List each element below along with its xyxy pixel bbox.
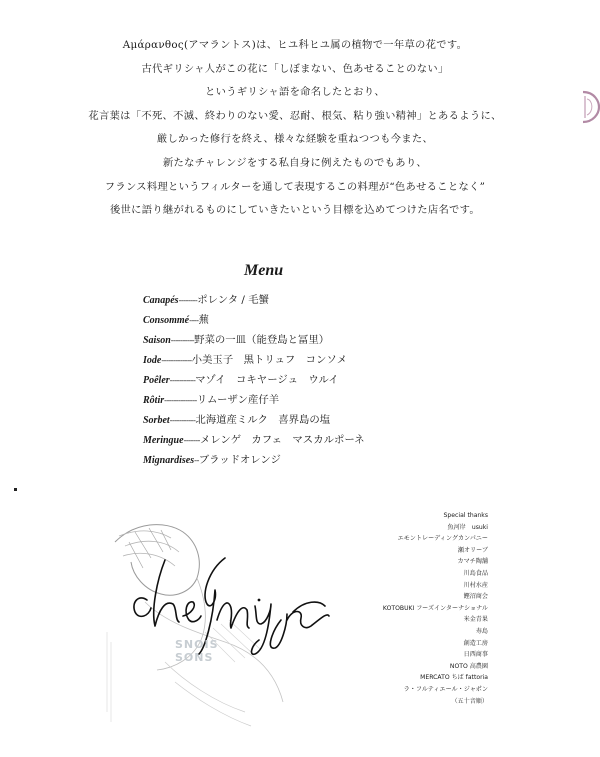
- course-name: Consommé: [143, 315, 190, 326]
- intro-line: 後世に語り継がれるものにしていきたいという目標を込めてつけた店名です。: [109, 204, 481, 217]
- supplier-item: 鰹沼商会: [463, 593, 488, 601]
- intro-line: Αμάρανθος(アマラントス)は、ヒユ科ヒユ属の植物で一年草の花です。: [122, 39, 468, 51]
- course-dish: 小美玉子 黒トリュフ コンソメ: [191, 354, 347, 366]
- intro-line: 古代ギリシャ人がこの花に「しぼまない、色あせることのない」: [141, 62, 449, 75]
- course-name: Poêler: [143, 375, 170, 386]
- course-name: Iode: [143, 355, 162, 366]
- course-dish: リムーザン産仔羊: [196, 394, 280, 406]
- course-leader: --------: [178, 295, 198, 305]
- supplier-item: MERCATO ちば fattoria: [420, 674, 488, 682]
- supplier-item: 創造工房: [463, 639, 488, 647]
- supplier-item: 日西商事: [463, 651, 488, 659]
- intro-line: 花言葉は「不死、不滅、終わりのない愛、忍耐、根気、粘り強い精神」とあるように、: [88, 109, 502, 122]
- intro-line: というギリシャ語を命名したとおり、: [205, 86, 385, 99]
- course-leader: -------: [183, 435, 200, 445]
- menu-course: [143, 370, 473, 390]
- menu-course: [143, 290, 473, 310]
- course-leader: --: [194, 455, 199, 465]
- course-dish: 北海道産ミルク 喜界島の塩: [195, 414, 331, 426]
- menu-course: [143, 310, 473, 330]
- course-name: Canapés: [143, 295, 179, 306]
- supplier-item: 瀬オリーブ: [457, 546, 488, 554]
- course-leader: --------------: [164, 395, 197, 405]
- menu-course: [143, 430, 473, 450]
- supplier-item: 川島食品: [463, 569, 488, 577]
- ordering-note: （五十音順）: [451, 697, 488, 705]
- course-name: Sorbet: [143, 415, 170, 426]
- menu-course: [143, 450, 473, 470]
- supplier-item: 寿島: [475, 627, 488, 635]
- intro-paragraph: [20, 34, 570, 223]
- special-thanks-heading: Special thanks: [443, 512, 488, 519]
- course-dish: メレンゲ カフェ マスカルポーネ: [199, 434, 365, 446]
- course-dish: ブラッドオレンジ: [198, 454, 281, 466]
- course-leader: -----------: [169, 375, 196, 385]
- intro-line: フランス料理というフィルターを通して表現するこの料理が“色あせることなく”: [104, 180, 486, 193]
- faded-stamp-text: SNOIS SONS: [175, 638, 219, 664]
- seal-mark-icon: [573, 88, 600, 126]
- menu-title: Menu: [244, 262, 284, 279]
- course-leader: -------------: [161, 355, 192, 365]
- supplier-item: 川村水産: [463, 581, 488, 589]
- menu-course: [143, 390, 473, 410]
- course-leader: -----------: [169, 415, 196, 425]
- menu-course: [143, 330, 473, 350]
- margin-dot: [14, 488, 17, 491]
- course-leader: ----: [189, 315, 199, 325]
- supplier-item: 米金青果: [463, 616, 488, 624]
- course-leader: ----------: [170, 335, 195, 345]
- course-dish: マゾイ コキヤージュ ウルイ: [195, 374, 339, 386]
- supplier-item: KOTOBUKI フーズインターナショナル: [382, 604, 488, 612]
- menu-list: [143, 290, 473, 470]
- special-thanks: [350, 510, 488, 707]
- supplier-item: NOTO 高農園: [449, 662, 488, 670]
- course-name: Saison: [143, 335, 171, 346]
- menu-course: [143, 410, 473, 430]
- course-dish: 野菜の一皿（能登島と冨里）: [194, 334, 330, 346]
- supplier-item: 魚河岸 usuki: [447, 523, 488, 531]
- intro-line: 厳しかった修行を終え、様々な経験を重ねつつも今また、: [156, 133, 434, 146]
- course-name: Mignardises: [143, 455, 195, 466]
- menu-course: [143, 350, 473, 370]
- intro-line: 新たなチャレンジをする私自身に例えたものでもあり、: [162, 156, 428, 169]
- course-name: Meringue: [143, 435, 184, 446]
- supplier-item: ラ・フルティエール・ジャポン: [403, 685, 488, 693]
- course-dish: ポレンタ / 毛蟹: [197, 294, 269, 306]
- supplier-item: エモントレーディングカンパニー: [397, 535, 488, 543]
- course-dish: 蕪: [198, 314, 209, 326]
- supplier-item: カマチ陶舗: [457, 558, 488, 566]
- course-name: Rôtir: [143, 395, 165, 406]
